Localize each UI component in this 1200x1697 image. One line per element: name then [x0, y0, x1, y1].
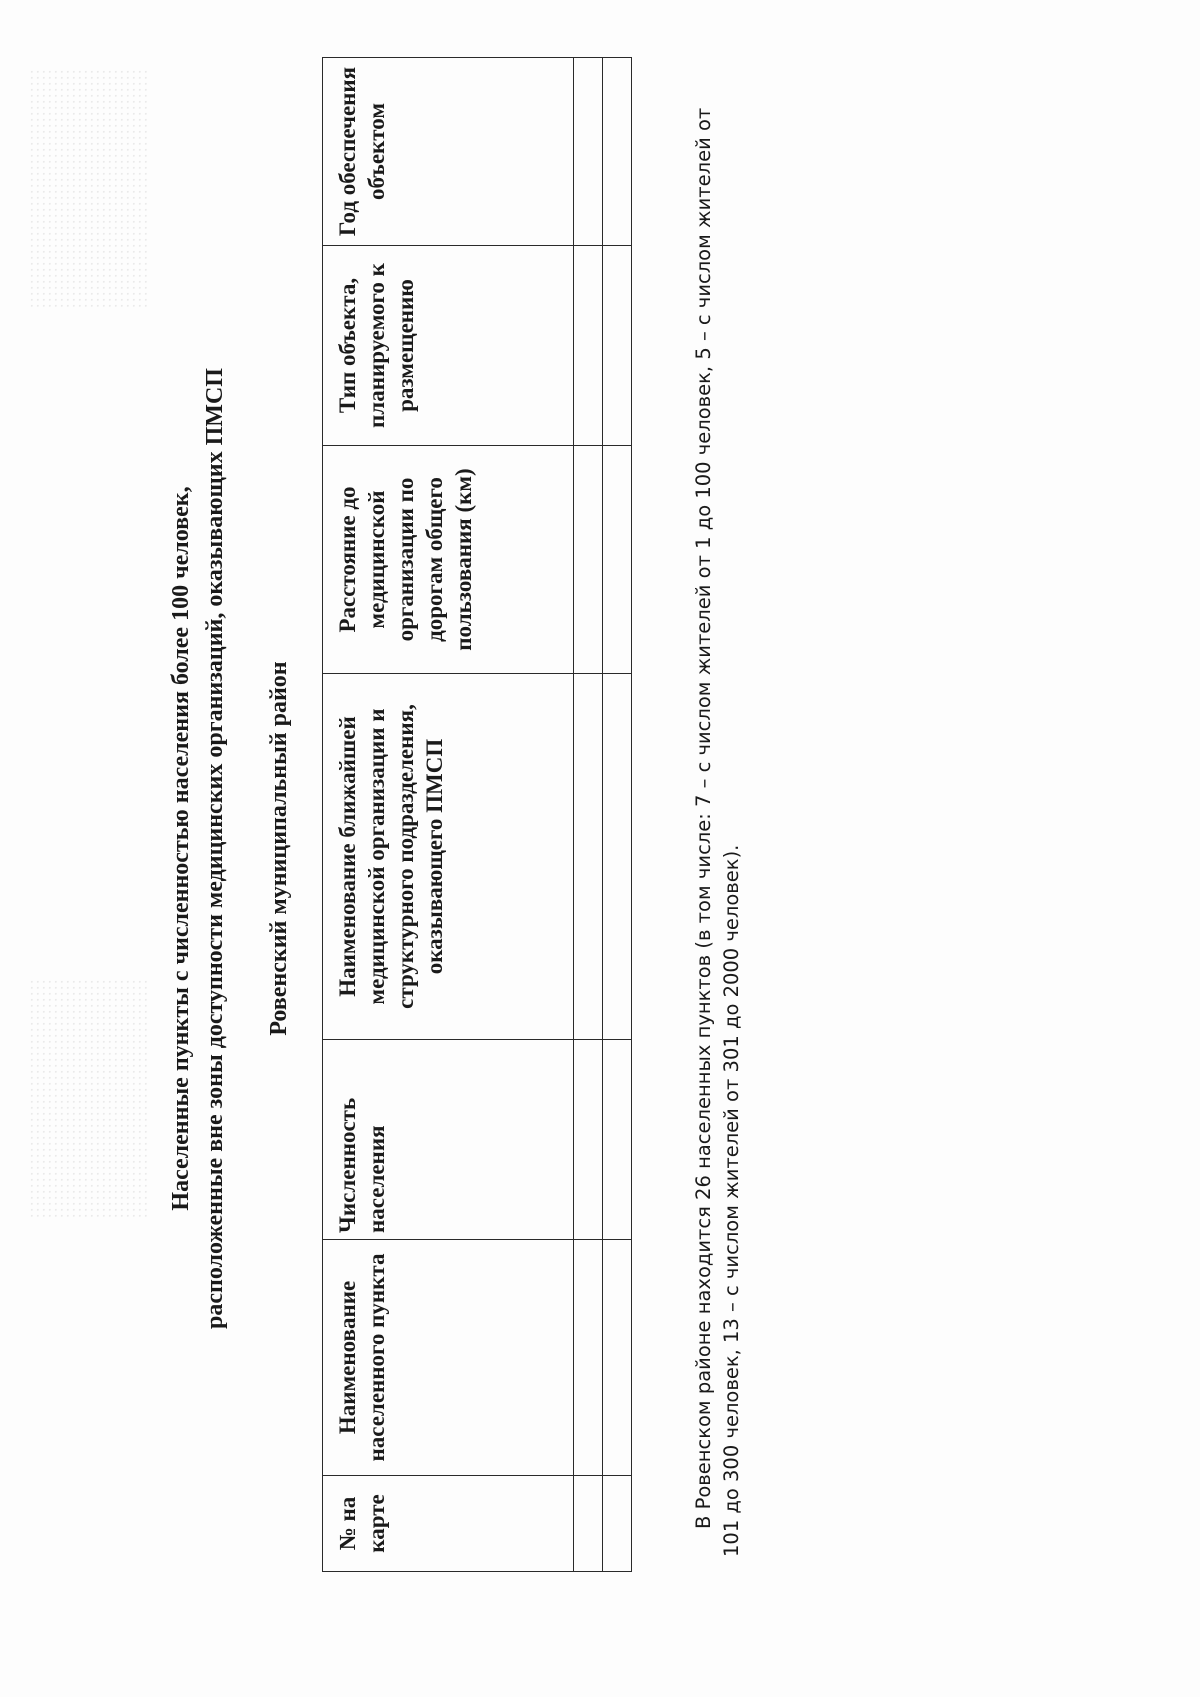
header-population: Численность населения [323, 1040, 574, 1240]
table-header-row [323, 58, 574, 1572]
settlements-table [322, 57, 632, 1572]
header-year: Год обеспечения объектом [323, 58, 574, 246]
table-cell [574, 446, 603, 674]
header-object-type: Тип объекта, планируемого к размещению [323, 246, 574, 446]
table-cell [603, 1476, 632, 1572]
header-medical-organization: Наименование ближайшей медицинской организации и структурного подразделения, оказывающего ПМСП [323, 674, 574, 1040]
table-row [574, 58, 603, 1572]
table-cell [603, 58, 632, 246]
header-settlement-name: Наименование населенного пункта [323, 1240, 574, 1476]
table-cell [603, 1040, 632, 1240]
table-cell [574, 1040, 603, 1240]
header-map-number: № на карте [323, 1476, 574, 1572]
district-name: Ровенский муниципальный район [266, 661, 292, 1036]
footnote: В Ровенском районе находится 26 населенных пунктов (в том числе: 7 – с числом жителей от 1 до 100 человек, 5 – с числом жителей от 101 до 300 человек, 13 – с числом жителей от 301 до 2000 человек). [692, 107, 743, 1557]
doc-title-line-1: Населенные пункты с численностью населения более 100 человек, [168, 486, 194, 1211]
table-cell [603, 446, 632, 674]
table-row [603, 58, 632, 1572]
table-cell [574, 246, 603, 446]
table-cell [574, 58, 603, 246]
table-cell [603, 1240, 632, 1476]
table-cell [603, 246, 632, 446]
table-cell [603, 674, 632, 1040]
table-cell [574, 674, 603, 1040]
header-distance-km: Расстояние до медицинской организации по дорогам общего пользования (км) [323, 446, 574, 674]
table-cell [574, 1240, 603, 1476]
doc-title-line-2: расположенные вне зоны доступности медицинских организаций, оказывающих ПМСП [202, 368, 228, 1329]
table-cell [574, 1476, 603, 1572]
